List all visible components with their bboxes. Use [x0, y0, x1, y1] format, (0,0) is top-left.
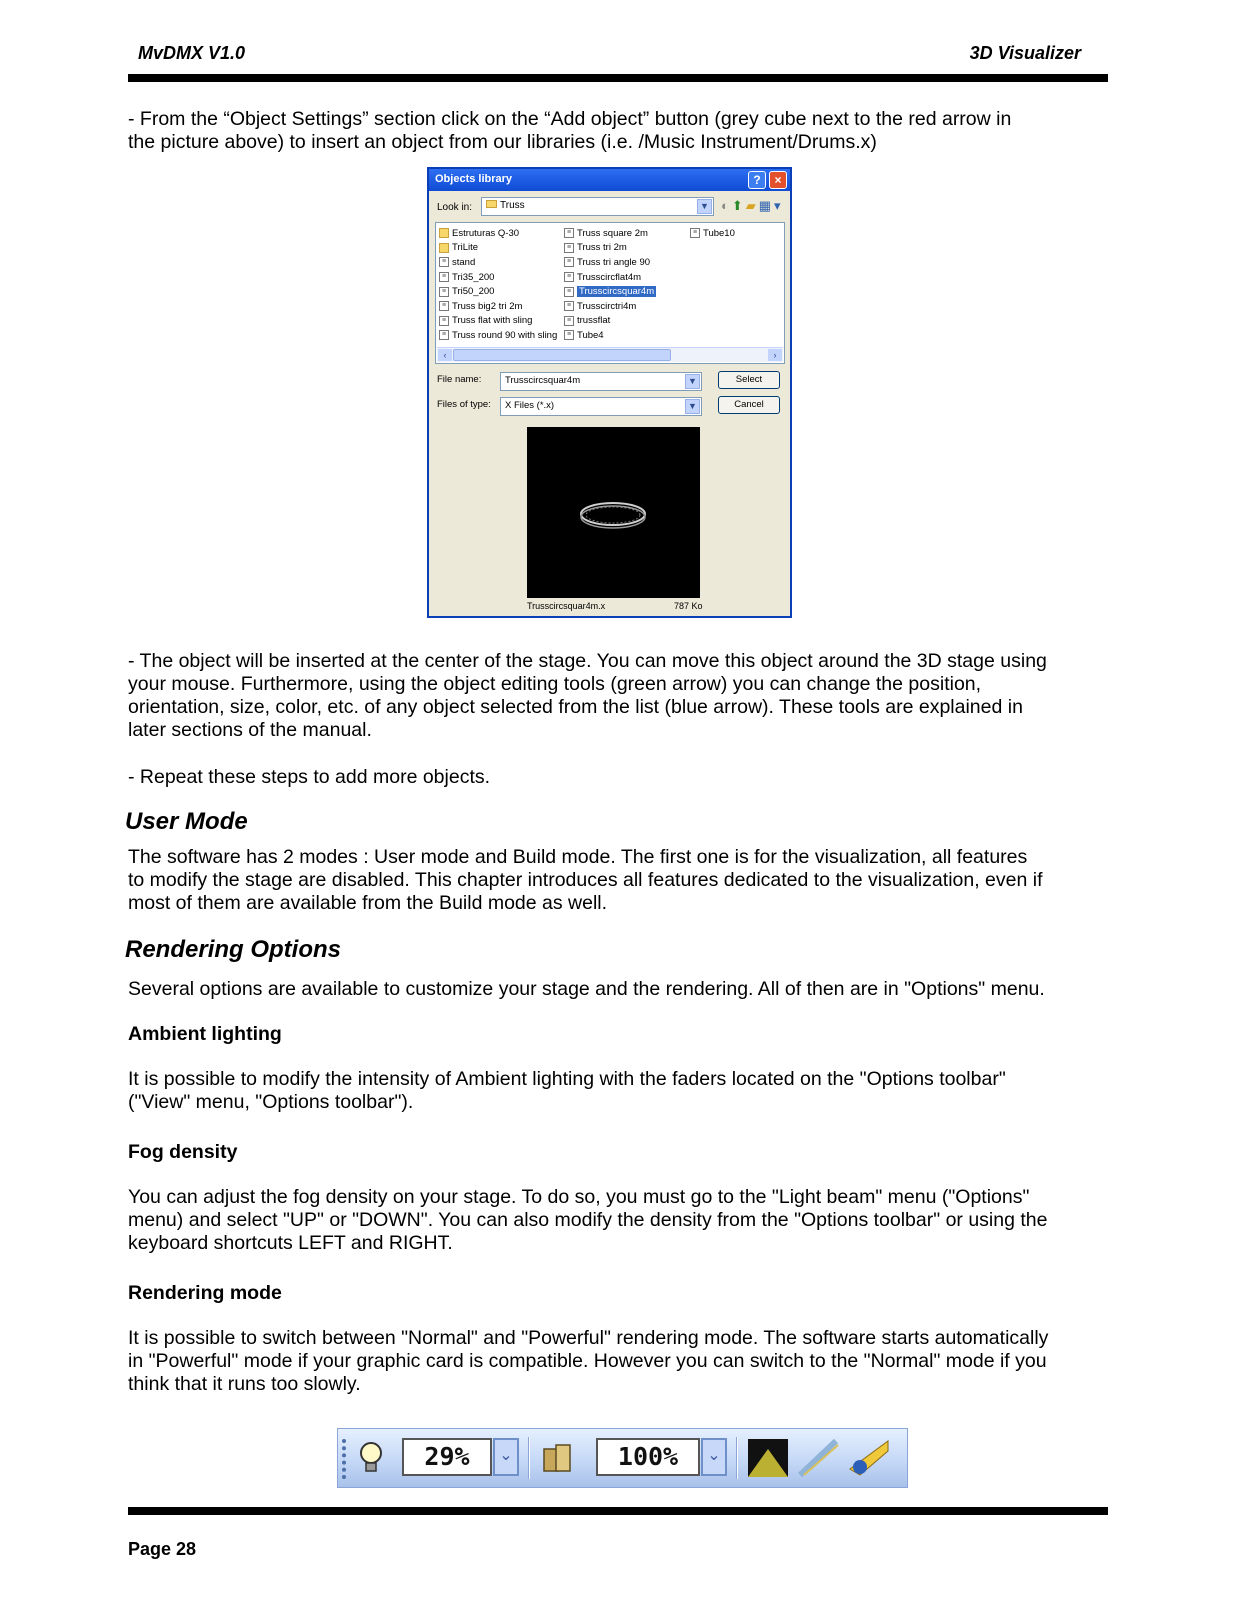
file-icon: ≡ — [439, 257, 449, 267]
list-item-selected[interactable]: ≡ Trusscircsquar4m — [564, 284, 656, 299]
chevron-down-icon: ⌄ — [499, 1447, 513, 1464]
file-icon: ≡ — [564, 228, 574, 238]
file-icon: ≡ — [564, 257, 574, 267]
ambient-dropdown[interactable] — [493, 1438, 519, 1476]
horizontal-scrollbar[interactable] — [437, 347, 783, 362]
ambient-value[interactable]: 29% — [402, 1438, 492, 1476]
list-item[interactable]: ≡ trussflat — [564, 314, 656, 329]
file-icon: ≡ — [690, 228, 700, 238]
paragraph-object-inserted: - The object will be inserted at the center of the stage. You can move this object around the 3D stage using your mouse. Furthermore, using the object editing tools (green arrow) you can change the position, orientation, size, color, etc. of any object selected from the list (blue arrow). These tools are explained in later sections of the manual. — [128, 650, 1047, 741]
footer-rule — [128, 1507, 1108, 1515]
file-name-label: File name: — [437, 374, 482, 385]
list-item[interactable]: Estruturas Q-30 — [439, 226, 557, 241]
file-icon: ≡ — [439, 301, 449, 311]
look-in-value: Truss — [500, 200, 525, 211]
truss-ring-preview — [527, 427, 700, 598]
intro-paragraph: - From the “Object Settings” section click on the “Add object” button (grey cube next to the red arrow in the picture above) to insert an object from our libraries (i.e. /Music Instrument/Drums.x) — [128, 108, 1012, 153]
header-rule — [128, 74, 1108, 82]
folder-icon — [439, 243, 449, 253]
files-of-type-select[interactable] — [500, 397, 702, 416]
heading-fog-density: Fog density — [128, 1141, 238, 1163]
paragraph-rendering-mode: It is possible to switch between "Normal" and "Powerful" rendering mode. The software starts automatically in "Powerful" mode if your graphic card is compatible. However you can switch to the "Normal" mode if you think that it runs too slowly. — [128, 1327, 1049, 1395]
file-column-1 — [439, 226, 557, 343]
preview-file-size: 787 Ko — [674, 601, 703, 611]
list-item[interactable]: TriLite — [439, 241, 557, 256]
list-item[interactable]: ≡ Tri50_200 — [439, 284, 557, 299]
chevron-down-icon: ⌄ — [707, 1447, 721, 1464]
options-toolbar — [337, 1428, 908, 1488]
toolbar-separator — [736, 1437, 738, 1479]
cancel-button[interactable]: Cancel — [718, 396, 780, 414]
scroll-left-icon[interactable]: ‹ — [438, 349, 452, 361]
file-name-value: Trusscircsquar4m — [505, 375, 581, 386]
fog-dropdown[interactable] — [701, 1438, 727, 1476]
lightbulb-icon — [358, 1441, 384, 1475]
file-icon: ≡ — [564, 272, 574, 282]
dialog-titlebar — [429, 169, 790, 191]
toolbar-grip[interactable] — [342, 1439, 346, 1479]
paragraph-repeat: - Repeat these steps to add more objects. — [128, 766, 491, 788]
folder-icon — [486, 200, 497, 208]
file-icon: ≡ — [439, 316, 449, 326]
powerful-mode-icon[interactable] — [848, 1439, 892, 1477]
list-item[interactable]: ≡ Truss square 2m — [564, 226, 656, 241]
files-of-type-label: Files of type: — [437, 399, 491, 410]
file-icon: ≡ — [564, 330, 574, 340]
file-icon: ≡ — [439, 330, 449, 340]
folder-icon — [439, 228, 449, 238]
normal-mode-icon[interactable] — [748, 1439, 788, 1477]
list-item[interactable]: ≡ Truss big2 tri 2m — [439, 299, 557, 314]
paragraph-user-mode: The software has 2 modes : User mode and Build mode. The first one is for the visualization, all features to modify the stage are disabled. This chapter introduces all features dedicated to the visualization, even if most of them are available from the Build mode as well. — [128, 846, 1043, 914]
file-name-field[interactable] — [500, 372, 702, 391]
objects-library-dialog — [427, 167, 792, 618]
help-button[interactable]: ? — [748, 171, 766, 189]
heading-user-mode: User Mode — [125, 808, 248, 835]
dialog-toolbar — [721, 198, 784, 214]
list-item[interactable]: ≡ Tube10 — [690, 226, 735, 241]
page-header-right: 3D Visualizer — [969, 43, 1081, 63]
dialog-title: Objects library — [435, 173, 513, 185]
page-header-left: MvDMX V1.0 — [138, 43, 246, 63]
new-folder-icon[interactable]: ▰ — [745, 198, 759, 213]
chevron-down-icon[interactable]: ▼ — [697, 199, 712, 214]
heading-rendering-mode: Rendering mode — [128, 1282, 282, 1304]
paragraph-ambient-lighting: It is possible to modify the intensity of Ambient lighting with the faders located on the "Options toolbar" ("View" menu, "Options toolbar"). — [128, 1068, 1006, 1113]
heading-ambient-lighting: Ambient lighting — [128, 1023, 282, 1045]
beam-icon[interactable] — [796, 1439, 840, 1477]
list-item[interactable]: ≡ Trusscircflat4m — [564, 270, 656, 285]
list-item[interactable]: ≡ Truss tri 2m — [564, 241, 656, 256]
file-column-3 — [690, 226, 735, 241]
file-icon: ≡ — [564, 316, 574, 326]
fog-value[interactable]: 100% — [596, 1438, 700, 1476]
heading-rendering-options: Rendering Options — [125, 936, 341, 963]
fog-icon — [540, 1441, 576, 1475]
file-icon: ≡ — [564, 243, 574, 253]
paragraph-rendering-options: Several options are available to customize your stage and the rendering. All of then are in "Options" menu. — [128, 978, 1045, 1000]
paragraph-fog-density: You can adjust the fog density on your stage. To do so, you must go to the "Light beam" menu ("Options" menu) and select "UP" or "DOWN". You can also modify the density from the "Options toolbar" or using the keyboard shortcuts LEFT and RIGHT. — [128, 1186, 1048, 1254]
list-item[interactable]: ≡ Truss tri angle 90 — [564, 255, 656, 270]
list-item[interactable]: ≡ Tube4 — [564, 328, 656, 343]
chevron-down-icon[interactable]: ▼ — [685, 374, 700, 389]
look-in-select[interactable] — [481, 197, 714, 216]
list-item[interactable]: ≡ Truss flat with sling — [439, 314, 557, 329]
up-folder-icon[interactable]: ⬆ — [731, 198, 746, 213]
list-item[interactable]: ≡ stand — [439, 255, 557, 270]
scroll-thumb[interactable] — [453, 349, 671, 361]
list-item[interactable]: ≡ Trusscirctri4m — [564, 299, 656, 314]
preview-file-name: Trusscircsquar4m.x — [527, 601, 606, 611]
back-icon[interactable]: ◐ — [721, 198, 732, 213]
page-number: Page 28 — [128, 1539, 197, 1559]
file-icon: ≡ — [439, 287, 449, 297]
file-list[interactable] — [435, 222, 785, 364]
files-of-type-value: X Files (*.x) — [505, 400, 555, 411]
chevron-down-icon[interactable]: ▼ — [685, 399, 700, 414]
list-item[interactable]: ≡ Truss round 90 with sling — [439, 328, 557, 343]
toolbar-separator — [528, 1437, 530, 1479]
file-icon: ≡ — [439, 272, 449, 282]
scroll-right-icon[interactable]: › — [768, 349, 782, 361]
view-menu-icon[interactable]: ▦▾ — [758, 198, 784, 213]
object-preview — [527, 427, 700, 598]
file-icon: ≡ — [564, 287, 574, 297]
file-column-2 — [564, 226, 656, 343]
close-button[interactable]: × — [769, 171, 787, 189]
look-in-label: Look in: — [437, 202, 473, 213]
list-item[interactable]: ≡ Tri35_200 — [439, 270, 557, 285]
file-icon: ≡ — [564, 301, 574, 311]
select-button[interactable]: Select — [718, 371, 780, 389]
